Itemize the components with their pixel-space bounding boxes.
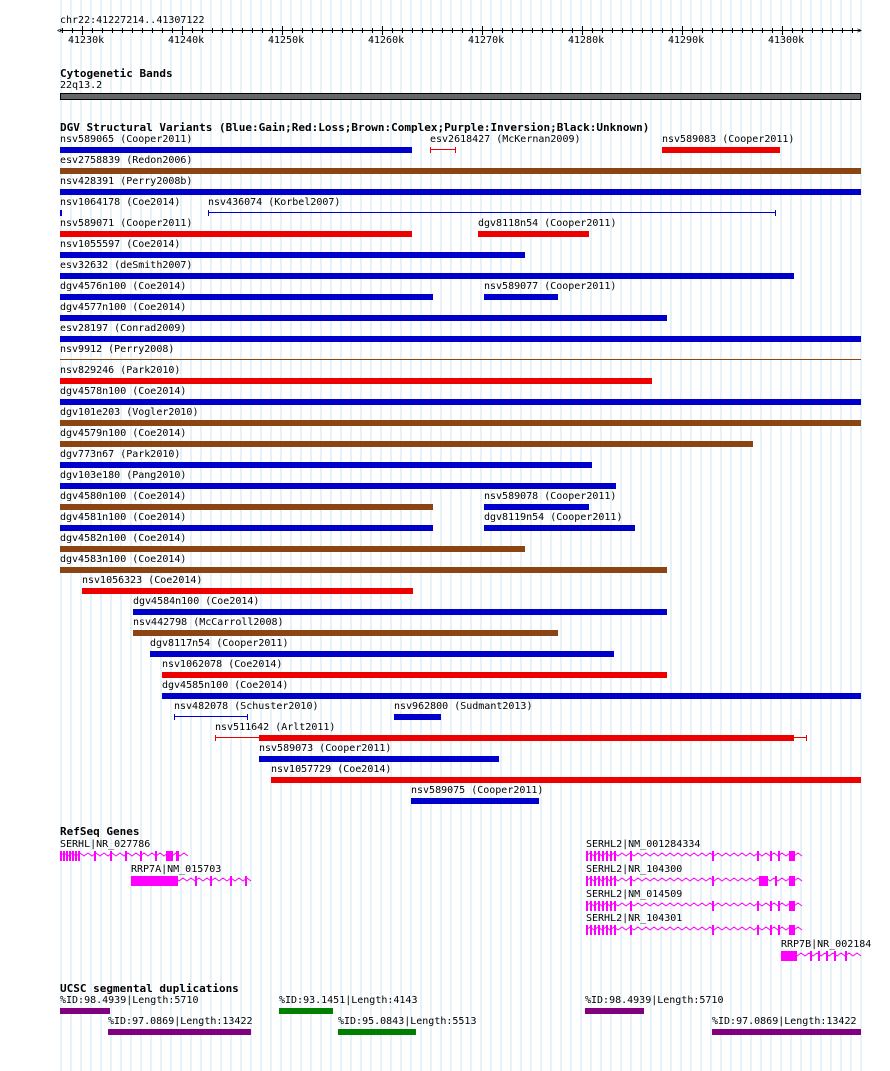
ruler-major-tick <box>682 26 683 35</box>
refseq-exon <box>176 851 179 861</box>
segdup-track-title[interactable]: UCSC segmental duplications <box>60 982 239 995</box>
ruler-minor-tick <box>152 28 153 33</box>
ruler-major-tick <box>282 26 283 35</box>
dgv-feature-label[interactable]: esv32632 (deSmith2007) <box>60 260 193 271</box>
dgv-feature-label[interactable]: dgv4579n100 (Coe2014) <box>60 428 187 439</box>
dgv-feature-bar[interactable] <box>411 798 539 804</box>
dgv-feature-label[interactable]: dgv4585n100 (Coe2014) <box>162 680 289 691</box>
dgv-feature-bar[interactable] <box>662 147 780 153</box>
ruler-minor-tick <box>812 28 813 33</box>
dgv-feature-label[interactable]: nsv589075 (Cooper2011) <box>411 785 544 796</box>
ruler-minor-tick <box>172 28 173 33</box>
ruler-minor-tick <box>422 28 423 33</box>
ruler-tick-label: 41240k <box>168 35 205 46</box>
ruler-minor-tick <box>252 28 253 33</box>
dgv-feature-bar[interactable] <box>60 399 861 405</box>
dgv-feature-label[interactable]: nsv428391 (Perry2008b) <box>60 176 193 187</box>
refseq-exon <box>606 851 608 861</box>
dgv-feature-bar[interactable] <box>60 231 412 237</box>
refseq-gene-model[interactable] <box>586 875 800 887</box>
dgv-feature-label[interactable]: dgv8119n54 (Cooper2011) <box>484 512 623 523</box>
refseq-exon <box>775 876 777 886</box>
dgv-feature-bar[interactable] <box>60 525 433 531</box>
refseq-exon <box>630 876 632 886</box>
refseq-exon <box>586 901 588 911</box>
refseq-exon <box>630 925 632 935</box>
dgv-feature-label[interactable]: dgv4582n100 (Coe2014) <box>60 533 187 544</box>
ruler-minor-tick <box>352 28 353 33</box>
dgv-feature-label[interactable]: nsv442798 (McCarroll2008) <box>133 617 284 628</box>
cytoband-track-title[interactable]: Cytogenetic Bands <box>60 67 173 80</box>
ruler-minor-tick <box>112 28 113 33</box>
dgv-feature-label[interactable]: nsv589077 (Cooper2011) <box>484 281 617 292</box>
refseq-exon <box>69 851 71 861</box>
refseq-exon <box>594 925 596 935</box>
ruler-minor-tick <box>562 28 563 33</box>
dgv-feature-label[interactable]: nsv1057729 (Coe2014) <box>271 764 392 775</box>
refseq-exon <box>712 876 714 886</box>
ruler-minor-tick <box>232 28 233 33</box>
ruler-minor-tick <box>792 28 793 33</box>
dgv-feature-cap <box>247 714 248 720</box>
ruler-minor-tick <box>692 28 693 33</box>
ruler-minor-tick <box>852 28 853 33</box>
ruler-minor-tick <box>212 28 213 33</box>
refseq-exon <box>778 901 780 911</box>
refseq-gene-label[interactable]: SERHL2|NM_014509 <box>586 889 683 900</box>
refseq-exon <box>75 851 77 861</box>
refseq-intron-line <box>586 903 802 906</box>
ruler-minor-tick <box>732 28 733 33</box>
refseq-exon <box>594 876 596 886</box>
refseq-exon <box>610 851 612 861</box>
ruler-minor-tick <box>412 28 413 33</box>
ruler-minor-tick <box>722 28 723 33</box>
ruler-left-arrow: < <box>57 26 62 35</box>
dgv-feature-bar[interactable] <box>60 359 861 360</box>
refseq-exon <box>770 901 772 911</box>
dgv-feature-label[interactable]: nsv829246 (Park2010) <box>60 365 181 376</box>
dgv-feature-bar[interactable] <box>60 441 753 447</box>
ruler-minor-tick <box>122 28 123 33</box>
dgv-feature-bar[interactable] <box>484 294 558 300</box>
ruler-minor-tick <box>642 28 643 33</box>
refseq-exon <box>789 901 795 911</box>
ruler-minor-tick <box>552 28 553 33</box>
ruler-tick-label: 41270k <box>468 35 505 46</box>
refseq-exon <box>606 876 608 886</box>
refseq-exon <box>210 876 212 886</box>
dgv-feature-bar[interactable] <box>259 756 499 762</box>
refseq-exon <box>757 925 759 935</box>
dgv-feature-cap <box>806 735 807 741</box>
dgv-feature-bar[interactable] <box>60 147 412 153</box>
dgv-feature-bar[interactable] <box>60 420 861 426</box>
ruler-minor-tick <box>312 28 313 33</box>
ruler-minor-tick <box>502 28 503 33</box>
segdup-label[interactable]: %ID:98.4939|Length:5710 <box>60 995 199 1006</box>
ruler-tick-label: 41280k <box>568 35 605 46</box>
refseq-exon <box>594 851 596 861</box>
ruler-minor-tick <box>622 28 623 33</box>
dgv-feature-bar[interactable] <box>271 777 861 783</box>
ruler-minor-tick <box>452 28 453 33</box>
refseq-exon <box>94 851 96 861</box>
refseq-gene-model[interactable] <box>586 924 800 936</box>
ruler-minor-tick <box>72 28 73 33</box>
dgv-feature-label[interactable]: dgv103e180 (Pang2010) <box>60 470 187 481</box>
ruler-minor-tick <box>662 28 663 33</box>
segdup-label[interactable]: %ID:93.1451|Length:4143 <box>279 995 418 1006</box>
refseq-intron-line <box>586 878 802 881</box>
dgv-feature-label[interactable]: esv2618427 (McKernan2009) <box>430 134 581 145</box>
refseq-exon <box>614 901 616 911</box>
ruler-minor-tick <box>102 28 103 33</box>
ruler-minor-tick <box>702 28 703 33</box>
refseq-exon <box>586 876 588 886</box>
dgv-feature-bar[interactable] <box>60 168 861 174</box>
refseq-exon <box>778 851 780 861</box>
ruler-minor-tick <box>472 28 473 33</box>
segdup-label[interactable]: %ID:97.0869|Length:13422 <box>712 1016 857 1027</box>
refseq-exon <box>712 851 714 861</box>
dgv-feature-cap <box>775 210 776 216</box>
segdup-bar[interactable] <box>338 1029 416 1035</box>
dgv-feature-bar[interactable] <box>60 336 861 342</box>
refseq-exon <box>245 876 247 886</box>
refseq-exon <box>610 901 612 911</box>
ruler-major-tick <box>182 26 183 35</box>
ruler-minor-tick <box>132 28 133 33</box>
dgv-feature-bar[interactable] <box>60 315 667 321</box>
dgv-feature-cap <box>61 210 62 216</box>
segdup-bar[interactable] <box>60 1008 110 1014</box>
refseq-gene-label[interactable]: SERHL2|NM_001284334 <box>586 839 701 850</box>
refseq-exon <box>586 925 588 935</box>
segdup-bar[interactable] <box>279 1008 333 1014</box>
dgv-feature-bar[interactable] <box>162 693 861 699</box>
dgv-feature-line[interactable] <box>430 149 455 150</box>
refseq-exon <box>131 876 178 886</box>
dgv-feature-label[interactable]: nsv511642 (Arlt2011) <box>215 722 336 733</box>
segdup-bar[interactable] <box>712 1029 861 1035</box>
dgv-feature-bar[interactable] <box>60 252 525 258</box>
ruler-minor-tick <box>332 28 333 33</box>
ruler-minor-tick <box>322 28 323 33</box>
refseq-track-title[interactable]: RefSeq Genes <box>60 825 140 838</box>
dgv-feature-bar[interactable] <box>60 483 616 489</box>
ruler-minor-tick <box>192 28 193 33</box>
ruler-minor-tick <box>492 28 493 33</box>
refseq-exon <box>757 851 759 861</box>
ruler-minor-tick <box>302 28 303 33</box>
refseq-exon <box>598 901 600 911</box>
ruler-major-tick <box>82 26 83 35</box>
refseq-exon <box>770 851 772 861</box>
refseq-exon <box>789 851 795 861</box>
dgv-feature-bar[interactable] <box>82 588 413 594</box>
dgv-feature-bar[interactable] <box>484 504 589 510</box>
refseq-exon <box>614 876 616 886</box>
dgv-feature-bar[interactable] <box>60 273 794 279</box>
dgv-feature-cap <box>174 714 175 720</box>
refseq-exon <box>810 951 812 961</box>
dgv-feature-bar[interactable] <box>60 504 433 510</box>
ruler-minor-tick <box>842 28 843 33</box>
ruler-minor-tick <box>362 28 363 33</box>
dgv-feature-bar[interactable] <box>60 189 861 195</box>
refseq-exon <box>781 951 797 961</box>
ruler-minor-tick <box>772 28 773 33</box>
dgv-feature-bar[interactable] <box>478 231 589 237</box>
dgv-feature-label[interactable]: dgv4583n100 (Coe2014) <box>60 554 187 565</box>
ruler-minor-tick <box>592 28 593 33</box>
dgv-feature-label[interactable]: nsv482078 (Schuster2010) <box>174 701 319 712</box>
ruler-minor-tick <box>672 28 673 33</box>
segdup-label[interactable]: %ID:95.0843|Length:5513 <box>338 1016 477 1027</box>
ruler-minor-tick <box>822 28 823 33</box>
refseq-exon <box>78 851 80 861</box>
dgv-feature-bar[interactable] <box>60 294 433 300</box>
refseq-exon <box>60 851 62 861</box>
dgv-feature-bar[interactable] <box>60 567 667 573</box>
ruler-minor-tick <box>272 28 273 33</box>
refseq-exon <box>594 901 596 911</box>
ruler-minor-tick <box>572 28 573 33</box>
refseq-exon <box>834 951 836 961</box>
ruler-right-arrow: > <box>857 26 862 35</box>
ruler-minor-tick <box>712 28 713 33</box>
refseq-exon <box>110 851 112 861</box>
dgv-track-title[interactable]: DGV Structural Variants (Blue:Gain;Red:Loss;Brown:Complex;Purple:Inversion;Black:Unknown) <box>60 121 650 134</box>
segdup-bar[interactable] <box>108 1029 251 1035</box>
ruler-minor-tick <box>292 28 293 33</box>
ruler-minor-tick <box>762 28 763 33</box>
ruler-minor-tick <box>462 28 463 33</box>
ruler-minor-tick <box>262 28 263 33</box>
refseq-exon <box>598 851 600 861</box>
refseq-exon <box>598 876 600 886</box>
refseq-exon <box>155 851 157 861</box>
refseq-exon <box>610 925 612 935</box>
ruler-minor-tick <box>442 28 443 33</box>
dgv-feature-bar[interactable] <box>133 630 558 636</box>
location-label: chr22:41227214..41307122 <box>60 15 205 26</box>
ruler-major-tick <box>782 26 783 35</box>
dgv-feature-line[interactable] <box>174 716 247 717</box>
dgv-feature-label[interactable]: dgv4580n100 (Coe2014) <box>60 491 187 502</box>
ruler-minor-tick <box>342 28 343 33</box>
ruler-minor-tick <box>512 28 513 33</box>
refseq-gene-label[interactable]: RRP7B|NR_002184 <box>781 939 872 950</box>
refseq-gene-model[interactable] <box>781 950 861 962</box>
dgv-feature-label[interactable]: nsv1056323 (Coe2014) <box>82 575 203 586</box>
refseq-exon <box>614 851 616 861</box>
ruler-minor-tick <box>802 28 803 33</box>
ruler-tick-label: 41290k <box>668 35 705 46</box>
segdup-label[interactable]: %ID:98.4939|Length:5710 <box>585 995 724 1006</box>
dgv-feature-label[interactable]: dgv4576n100 (Coe2014) <box>60 281 187 292</box>
dgv-feature-bar[interactable] <box>60 378 652 384</box>
dgv-feature-label[interactable]: nsv589071 (Cooper2011) <box>60 218 193 229</box>
dgv-feature-cap <box>430 147 431 153</box>
refseq-exon <box>630 851 632 861</box>
cytoband-label: 22q13.2 <box>60 80 103 91</box>
dgv-feature-label[interactable]: nsv589078 (Cooper2011) <box>484 491 617 502</box>
ruler-tick-label: 41230k <box>68 35 105 46</box>
segdup-label[interactable]: %ID:97.0869|Length:13422 <box>108 1016 253 1027</box>
dgv-feature-cap <box>215 735 216 741</box>
ruler-minor-tick <box>532 28 533 33</box>
refseq-exon <box>66 851 68 861</box>
dgv-feature-label[interactable]: nsv962800 (Sudmant2013) <box>394 701 533 712</box>
refseq-exon <box>602 901 604 911</box>
dgv-feature-label[interactable]: esv2758839 (Redon2006) <box>60 155 193 166</box>
dgv-feature-bar[interactable] <box>394 714 441 720</box>
dgv-feature-label[interactable]: dgv4578n100 (Coe2014) <box>60 386 187 397</box>
dgv-feature-bar[interactable] <box>133 609 667 615</box>
ruler-tick-label: 41250k <box>268 35 305 46</box>
refseq-gene-label[interactable]: RRP7A|NM_015703 <box>131 864 222 875</box>
segdup-bar[interactable] <box>585 1008 644 1014</box>
dgv-feature-label[interactable]: dgv4584n100 (Coe2014) <box>133 596 260 607</box>
refseq-exon <box>195 876 197 886</box>
refseq-exon <box>770 925 772 935</box>
ruler-minor-tick <box>652 28 653 33</box>
refseq-exon <box>614 925 616 935</box>
refseq-gene-label[interactable]: SERHL|NR_027786 <box>60 839 151 850</box>
refseq-exon <box>598 925 600 935</box>
refseq-exon <box>759 876 768 886</box>
ruler-axis <box>60 30 861 31</box>
refseq-gene-label[interactable]: SERHL2|NR_104300 <box>586 864 683 875</box>
refseq-exon <box>818 951 820 961</box>
ruler-minor-tick <box>522 28 523 33</box>
dgv-feature-bar[interactable] <box>259 735 794 741</box>
refseq-exon <box>712 925 714 935</box>
refseq-exon <box>602 925 604 935</box>
refseq-exon <box>590 925 592 935</box>
ruler-minor-tick <box>402 28 403 33</box>
refseq-gene-model[interactable] <box>131 875 246 887</box>
refseq-exon <box>166 851 173 861</box>
dgv-feature-label[interactable]: dgv101e203 (Vogler2010) <box>60 407 199 418</box>
dgv-feature-bar[interactable] <box>60 462 592 468</box>
refseq-exon <box>789 925 795 935</box>
dgv-feature-bar[interactable] <box>60 546 525 552</box>
refseq-exon <box>712 901 714 911</box>
refseq-intron-line <box>586 853 802 856</box>
ruler-minor-tick <box>432 28 433 33</box>
ruler-minor-tick <box>142 28 143 33</box>
refseq-gene-label[interactable]: SERHL2|NR_104301 <box>586 913 683 924</box>
dgv-feature-cap <box>455 147 456 153</box>
ruler-minor-tick <box>222 28 223 33</box>
dgv-feature-cap <box>208 210 209 216</box>
refseq-exon <box>63 851 65 861</box>
refseq-exon <box>610 876 612 886</box>
dgv-feature-label[interactable]: dgv4581n100 (Coe2014) <box>60 512 187 523</box>
ruler-minor-tick <box>372 28 373 33</box>
dgv-feature-line[interactable] <box>208 212 775 213</box>
dgv-feature-label[interactable]: nsv589065 (Cooper2011) <box>60 134 193 145</box>
dgv-feature-label[interactable]: esv28197 (Conrad2009) <box>60 323 187 334</box>
dgv-feature-label[interactable]: dgv8118n54 (Cooper2011) <box>478 218 617 229</box>
ruler-minor-tick <box>832 28 833 33</box>
refseq-exon <box>125 851 127 861</box>
ruler-minor-tick <box>752 28 753 33</box>
ruler-minor-tick <box>392 28 393 33</box>
refseq-gene-model[interactable] <box>586 900 800 912</box>
refseq-exon <box>757 901 759 911</box>
dgv-feature-label[interactable]: dgv4577n100 (Coe2014) <box>60 302 187 313</box>
refseq-exon <box>778 925 780 935</box>
dgv-feature-label[interactable]: nsv9912 (Perry2008) <box>60 344 175 355</box>
refseq-gene-model[interactable] <box>60 850 182 862</box>
refseq-exon <box>845 951 847 961</box>
ruler-minor-tick <box>542 28 543 33</box>
ruler-major-tick <box>582 26 583 35</box>
refseq-exon <box>230 876 232 886</box>
refseq-exon <box>826 951 828 961</box>
refseq-intron-line <box>586 927 802 930</box>
ruler-minor-tick <box>162 28 163 33</box>
ruler-minor-tick <box>612 28 613 33</box>
dgv-feature-label[interactable]: nsv589073 (Cooper2011) <box>259 743 392 754</box>
refseq-exon <box>590 901 592 911</box>
ruler-minor-tick <box>62 28 63 33</box>
refseq-exon <box>72 851 74 861</box>
refseq-exon <box>140 851 142 861</box>
dgv-feature-label[interactable]: nsv436074 (Korbel2007) <box>208 197 341 208</box>
ruler-tick-label: 41300k <box>768 35 805 46</box>
dgv-feature-bar[interactable] <box>162 672 667 678</box>
dgv-feature-label[interactable]: nsv1062078 (Coe2014) <box>162 659 283 670</box>
ruler-minor-tick <box>742 28 743 33</box>
dgv-feature-label[interactable]: nsv589083 (Cooper2011) <box>662 134 795 145</box>
refseq-exon <box>630 901 632 911</box>
refseq-exon <box>602 851 604 861</box>
refseq-exon <box>789 876 795 886</box>
dgv-feature-label[interactable]: nsv1055597 (Coe2014) <box>60 239 181 250</box>
refseq-gene-model[interactable] <box>586 850 800 862</box>
ruler-minor-tick <box>242 28 243 33</box>
refseq-exon <box>590 876 592 886</box>
dgv-feature-label[interactable]: dgv8117n54 (Cooper2011) <box>150 638 289 649</box>
ruler-minor-tick <box>202 28 203 33</box>
refseq-exon <box>602 876 604 886</box>
refseq-exon <box>606 901 608 911</box>
ruler-minor-tick <box>602 28 603 33</box>
ruler-major-tick <box>382 26 383 35</box>
refseq-exon <box>606 925 608 935</box>
dgv-feature-bar[interactable] <box>484 525 635 531</box>
dgv-feature-label[interactable]: nsv1064178 (Coe2014) <box>60 197 181 208</box>
ruler-tick-label: 41260k <box>368 35 405 46</box>
ruler-minor-tick <box>92 28 93 33</box>
ruler-major-tick <box>482 26 483 35</box>
ruler-minor-tick <box>632 28 633 33</box>
dgv-feature-label[interactable]: dgv773n67 (Park2010) <box>60 449 181 460</box>
refseq-exon <box>590 851 592 861</box>
cytoband-bar[interactable] <box>60 93 861 100</box>
dgv-feature-bar[interactable] <box>150 651 614 657</box>
refseq-exon <box>586 851 588 861</box>
